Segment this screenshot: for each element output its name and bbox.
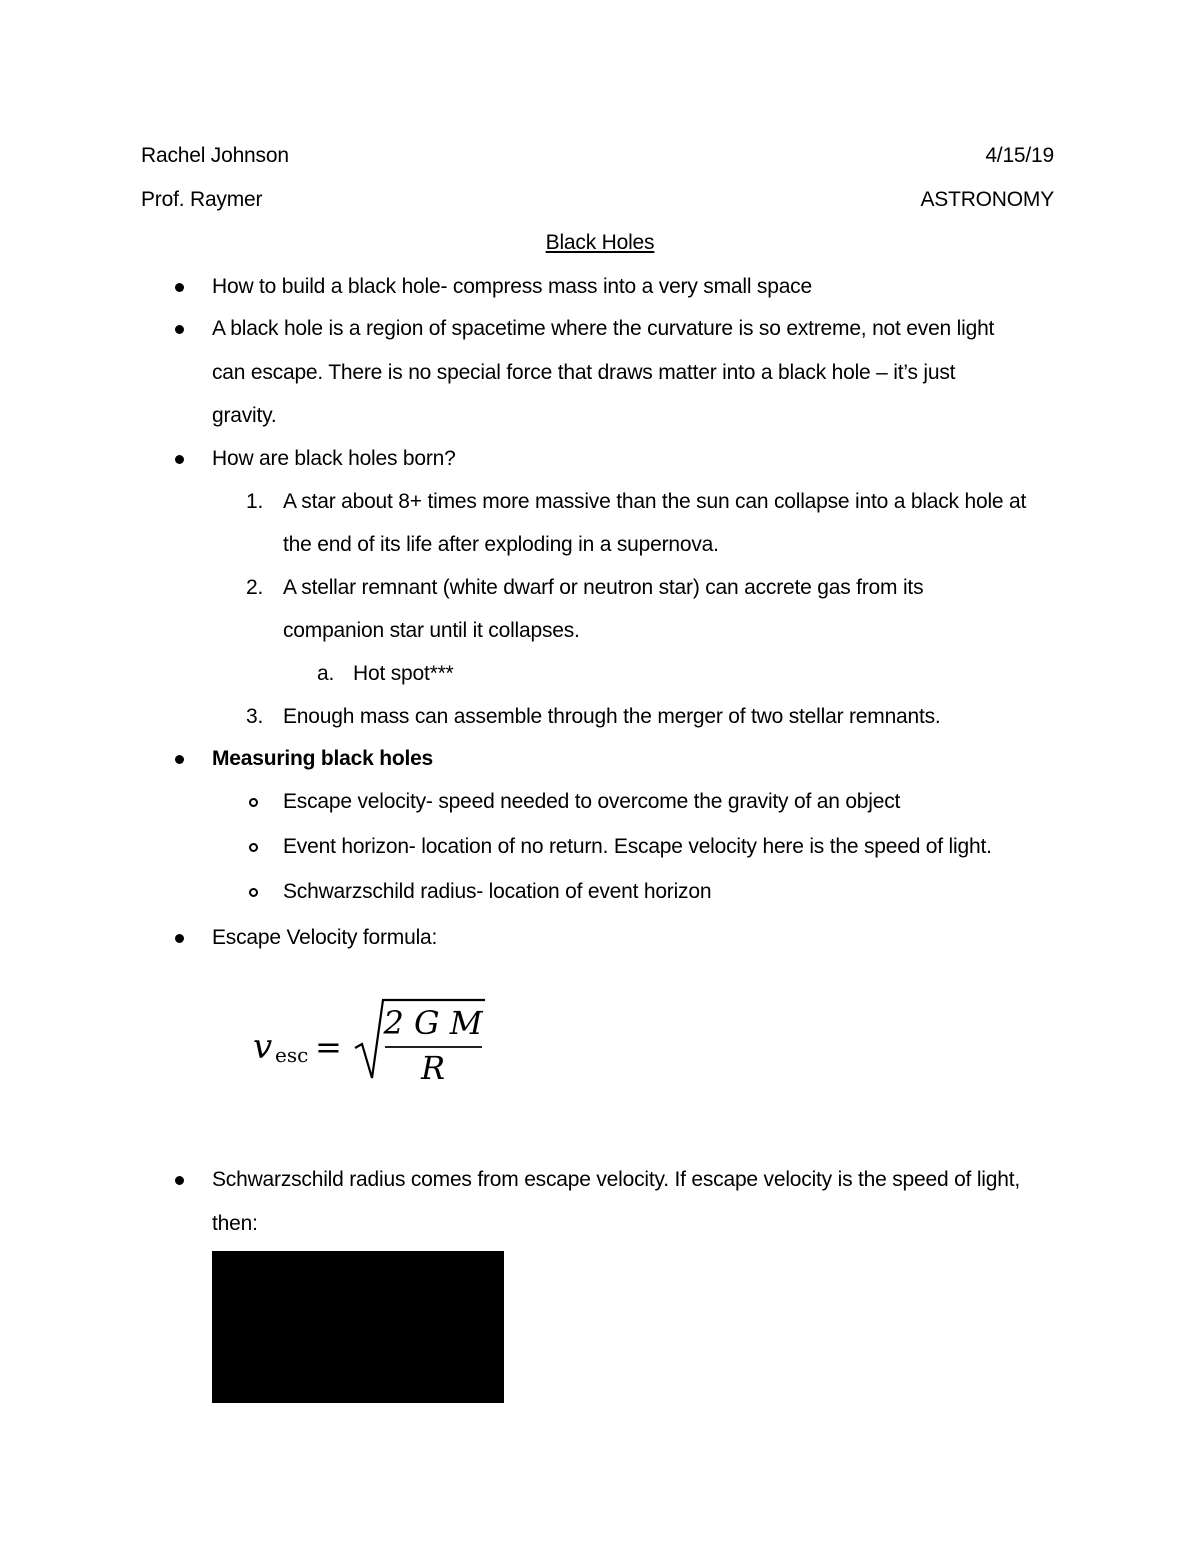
bullet-text: then: <box>212 1212 258 1235</box>
sub-bullet-text: Escape velocity- speed needed to overcome the gravity of an object <box>283 790 901 813</box>
list-number: 3. <box>246 705 264 728</box>
author-name: Rachel Johnson <box>141 144 289 167</box>
sub-list-marker: a. <box>317 662 335 685</box>
sub-bullet-text: Schwarzschild radius- location of event horizon <box>283 880 712 903</box>
list-item: the end of its life after exploding in a supernova. <box>283 533 719 556</box>
bullet-text: gravity. <box>212 404 277 427</box>
redacted-image <box>212 1251 504 1403</box>
date: 4/15/19 <box>985 144 1054 167</box>
list-item: Enough mass can assemble through the merger of two stellar remnants. <box>283 705 941 728</box>
bullet-text: can escape. There is no special force that draws matter into a black hole – it’s just <box>212 361 956 384</box>
circle-bullet <box>249 888 258 897</box>
formula-equals: = <box>315 1028 342 1066</box>
professor: Prof. Raymer <box>141 188 263 211</box>
formula-lhs-var: v <box>253 1027 273 1067</box>
bullet-text: Schwarzschild radius comes from escape velocity. If escape velocity is the speed of light, <box>212 1168 1020 1191</box>
course: ASTRONOMY <box>920 188 1054 211</box>
escape-velocity-formula <box>245 990 505 1090</box>
bullet-text: How are black holes born? <box>212 447 456 470</box>
formula-lhs-subscript: esc <box>275 1043 309 1067</box>
formula-denominator: R <box>420 1049 446 1087</box>
formula-numerator: 2 G M <box>383 1004 483 1042</box>
list-number: 2. <box>246 576 264 599</box>
list-number: 1. <box>246 490 264 513</box>
sub-bullet-text: Event horizon- location of no return. Escape velocity here is the speed of light. <box>283 835 992 858</box>
bullet-text: A black hole is a region of spacetime where the curvature is so extreme, not even light <box>212 317 995 340</box>
page-title: Black Holes <box>545 231 655 254</box>
bullet-text: How to build a black hole- compress mass into a very small space <box>212 275 812 298</box>
bullet-text: Escape Velocity formula: <box>212 926 438 949</box>
list-item: companion star until it collapses. <box>283 619 580 642</box>
bullet-text-bold: Measuring black holes <box>212 747 434 770</box>
circle-bullet <box>249 798 258 807</box>
list-item: A star about 8+ times more massive than the sun can collapse into a black hole at <box>283 490 1027 513</box>
bullet-dot <box>175 283 184 292</box>
list-item: A stellar remnant (white dwarf or neutron star) can accrete gas from its <box>283 576 924 599</box>
circle-bullet <box>249 843 258 852</box>
bullet-dot <box>175 1176 184 1185</box>
sub-list-item: Hot spot*** <box>353 662 454 685</box>
bullet-dot <box>175 755 184 764</box>
bullet-dot <box>175 934 184 943</box>
bullet-dot <box>175 325 184 334</box>
bullet-dot <box>175 455 184 464</box>
